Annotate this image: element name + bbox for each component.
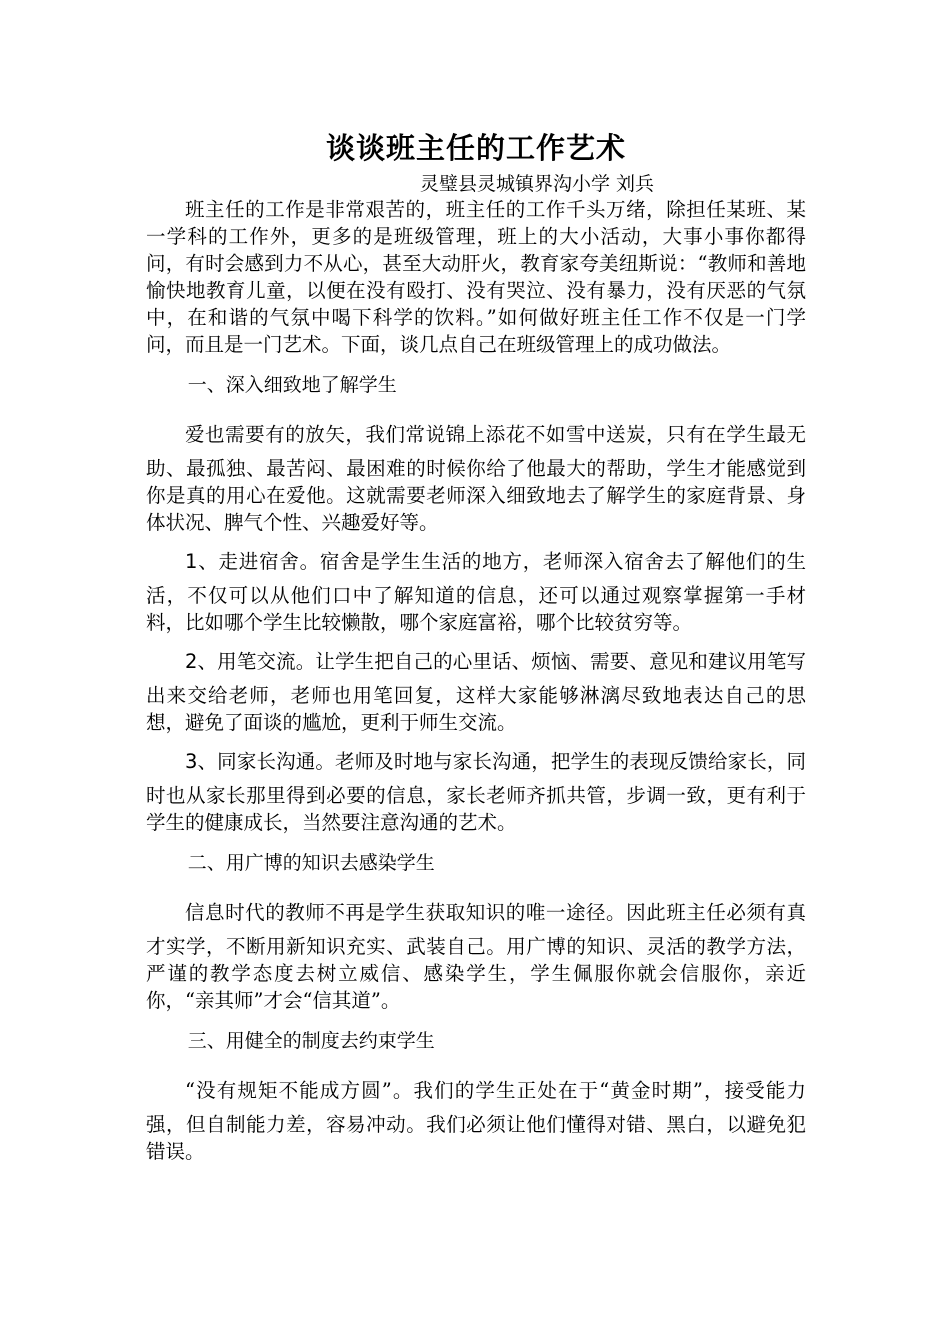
item-text: 、同家长沟通。老师及时地与家长沟通，把学生的表现反馈给家长，同时也从家长那里得到必要的信息，家长老师齐抓共管，步调一致，更有利于学生的健康成长，当然要注意沟通的艺术。 xyxy=(146,750,806,834)
section-1-heading: 一、深入细致地了解学生 xyxy=(187,374,397,396)
section-3-body: “没有规矩不能成方圆”。我们的学生正处在于“黄金时期”，接受能力强，但自制能力差，容易冲动。我们必须让他们懂得对错、黑白，以避免犯错误。 xyxy=(146,1079,806,1163)
document-author: 灵璧县灵城镇界沟小学 刘兵 xyxy=(419,173,654,195)
section-3-heading: 三、用健全的制度去约束学生 xyxy=(187,1030,435,1052)
item-text: 、走进宿舍。宿舍是学生生活的地方，老师深入宿舍去了解他们的生活，不仅可以从他们口中了解知道的信息，还可以通过观察掌握第一手材料，比如哪个学生比较懒散，哪个家庭富裕，哪个比较贫穷等。 xyxy=(146,550,806,634)
document-page xyxy=(146,128,806,1165)
section-1-item-2 xyxy=(146,642,806,736)
section-2-heading: 二、用广博的知识去感染学生 xyxy=(187,852,435,874)
item-text: 、用笔交流。让学生把自己的心里话、烦恼、需要、意见和建议用笔写出来交给老师，老师也用笔回复，这样大家能够淋漓尽致地表达自己的思想，避免了面谈的尴尬，更利于师生交流。 xyxy=(146,650,806,734)
item-number: 1 xyxy=(185,550,198,573)
section-1-item-3 xyxy=(146,742,806,836)
intro-paragraph: 班主任的工作是非常艰苦的，班主任的工作千头万绪，除担任某班、某一学科的工作外，更多的是班级管理，班上的大小活动，大事小事你都得问，有时会感到力不从心，甚至大动肝火，教育家夸美纽斯说：“教师和善地愉快地教育儿童，以便在没有殴打、没有哭泣、没有暴力，没有厌恶的气氛中，在和谐的气氛中喝下科学的饮料。”如何做好班主任工作不仅是一门学问，而且是一门艺术。下面，谈几点自己在班级管理上的成功做法。 xyxy=(146,198,806,356)
item-number: 2 xyxy=(185,650,198,673)
section-1-item-1 xyxy=(146,542,806,636)
item-number: 3 xyxy=(185,750,198,773)
section-2-body: 信息时代的教师不再是学生获取知识的唯一途径。因此班主任必须有真才实学，不断用新知识充实、武装自己。用广博的知识、灵活的教学方法，严谨的教学态度去树立威信、感染学生，学生佩服你就会信服你，亲近你，“亲其师”才会“信其道”。 xyxy=(146,901,806,1012)
document-title: 谈谈班主任的工作艺术 xyxy=(325,131,626,165)
section-1-body: 爱也需要有的放矢，我们常说锦上添花不如雪中送炭，只有在学生最无助、最孤独、最苦闷、最困难的时候你给了他最大的帮助，学生才能感觉到你是真的用心在爱他。这就需要老师深入细致地去了解学生的家庭背景、身体状况、脾气个性、兴趣爱好等。 xyxy=(146,423,806,534)
